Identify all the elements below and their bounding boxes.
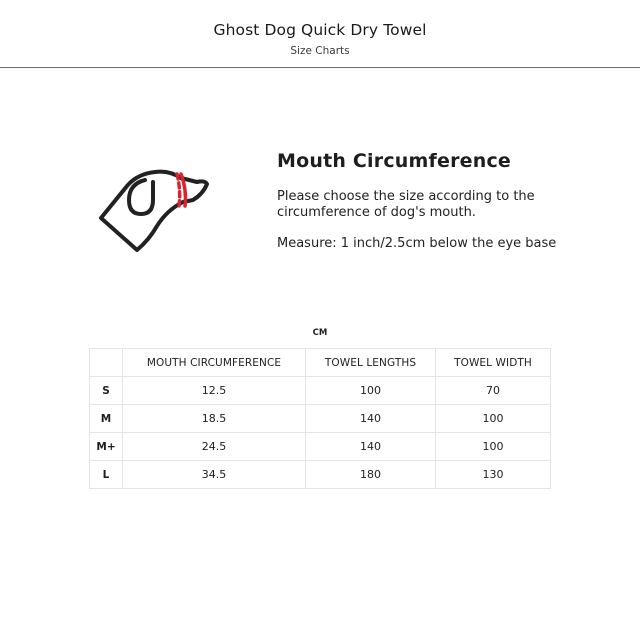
table-header-row [90, 349, 551, 377]
size-cell: M [90, 405, 123, 433]
column-header-width: TOWEL WIDTH [436, 349, 551, 377]
size-cell: L [90, 461, 123, 489]
length-cell: 140 [306, 433, 436, 461]
measure-text: Measure: 1 inch/2.5cm below the eye base [277, 236, 557, 251]
mouth-cell: 18.5 [123, 405, 306, 433]
width-cell: 130 [436, 461, 551, 489]
mouth-cell: 12.5 [123, 377, 306, 405]
header [0, 0, 640, 68]
column-header-length: TOWEL LENGTHS [306, 349, 436, 377]
page-title: Ghost Dog Quick Dry Towel [213, 21, 427, 39]
section-heading: Mouth Circumference [277, 150, 512, 172]
size-cell: M+ [90, 433, 123, 461]
length-cell: 180 [306, 461, 436, 489]
size-cell: S [90, 377, 123, 405]
length-cell: 100 [306, 377, 436, 405]
size-table [89, 348, 551, 489]
column-header-size [90, 349, 123, 377]
measurement-info [277, 150, 577, 252]
instruction-text: Please choose the size according to the circumference of dog's mouth. [277, 189, 535, 220]
table-row [90, 405, 551, 433]
mouth-cell: 34.5 [123, 461, 306, 489]
length-cell: 140 [306, 405, 436, 433]
page-subtitle: Size Charts [290, 45, 350, 57]
table-row [90, 461, 551, 489]
dog-head-icon [97, 160, 217, 260]
table-row [90, 433, 551, 461]
table-row [90, 377, 551, 405]
width-cell: 70 [436, 377, 551, 405]
column-header-mouth: MOUTH CIRCUMFERENCE [123, 349, 306, 377]
header-divider [0, 67, 640, 68]
mouth-cell: 24.5 [123, 433, 306, 461]
unit-label: CM [312, 328, 328, 338]
width-cell: 100 [436, 405, 551, 433]
width-cell: 100 [436, 433, 551, 461]
